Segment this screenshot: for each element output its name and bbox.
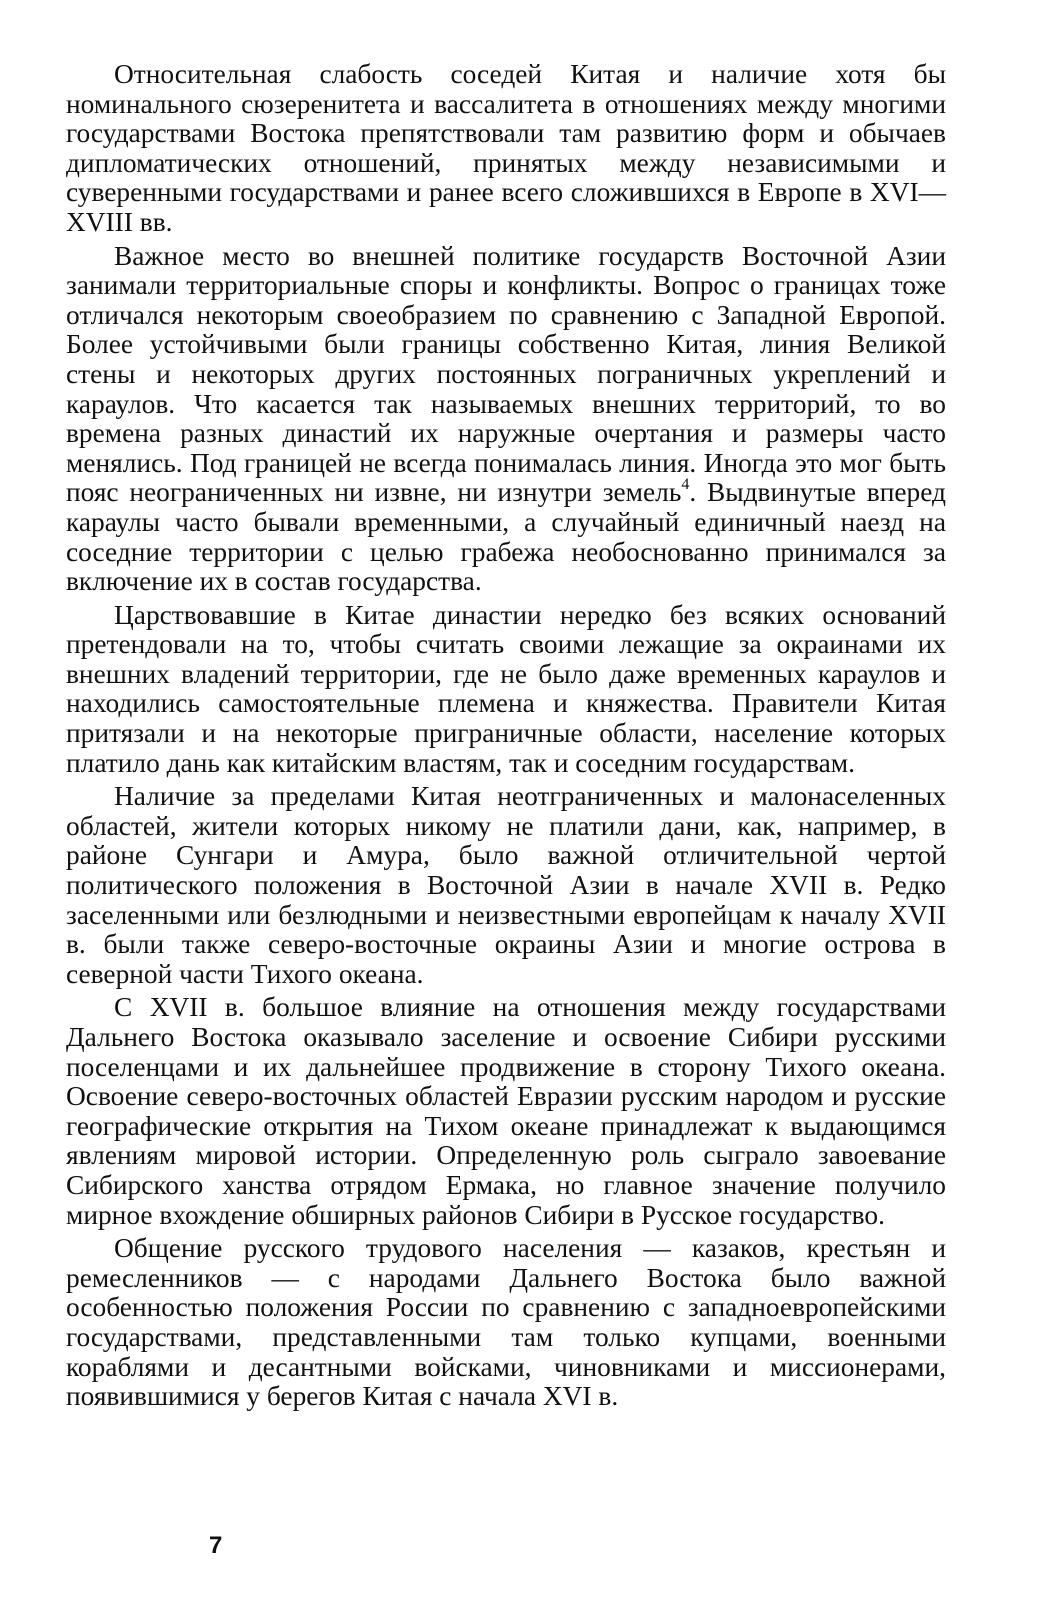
paragraph-3: Царствовавшие в Китае династии нередко без всяких оснований претендовали на то, чтобы считать своими лежащие за окраинами их внешних владений территории, где не было даже временных караулов и находились самостоятельные племена и княжества. Правители Китая притязали и на некоторые приграничные области, население которых платило дань как китайским властям, так и соседним государствам. <box>66 599 946 778</box>
paragraph-6: Общение русского трудового населения — казаков, крестьян и ремесленников — с народами Дальнего Востока было важной особенностью положения России по сравнению с западноевропейскими государствами, представленными там только купцами, военными кораблями и десантными войсками, чиновниками и миссионерами, появившимися у берегов Китая с начала XVI в. <box>66 1233 946 1412</box>
paragraph-5: С XVII в. большое влияние на отношения между государствами Дальнего Востока оказывало заселение и освоение Сибири русскими поселенцами и их дальнейшее продвижение в сторону Тихого океана. Освоение северо-восточных областей Евразии русским народом и русские географические открытия на Тихом океане принадлежат к выдающимся явлениям мировой истории. Определенную роль сыграло завоевание Сибирского ханства отрядом Ермака, но главное значение получило мирное вхождение обширных районов Сибири в Русское государство. <box>66 992 946 1230</box>
paragraph-1: Относительная слабость соседей Китая и наличие хотя бы номинального сюзеренитета и вассалитета в отношениях между многими государствами Востока препятствовали там развитию форм и обычаев дипломатических отношений, принятых между независимыми и суверенными государствами и ранее всего сложившихся в Европе в XVI—XVIII вв. <box>66 59 946 237</box>
footnote-marker[interactable]: 4 <box>681 476 690 494</box>
page-number: 7 <box>209 1532 223 1559</box>
paragraph-4: Наличие за пределами Китая неотграниченных и малонаселенных областей, жители которых никому не платили дани, как, например, в районе Сунгари и Амура, было важной отличительной чертой политического положения в Восточной Азии в начале XVII в. Редко заселенными или безлюдными и неизвестными европейцам к началу XVII в. были также северо-восточные окраины Азии и многие острова в северной части Тихого океана. <box>66 781 946 989</box>
paragraph-2 <box>66 242 946 597</box>
paragraph-2-text-before: Важное место во внешней политике государств Восточной Азии занимали территориальные споры и конфликты. Вопрос о границах тоже отличался некоторым своеобразием по сравнению с Западной Европой. Более устойчивыми были границы собственно Китая, линия Великой стены и некоторых других постоянных пограничных укреплений и караулов. Что касается так называемых внешних территорий, то во времена разных династий их наружные очертания и размеры часто менялись. Под границей не всегда понималась линия. Иногда это мог быть пояс неограниченных ни извне, ни изнутри земель <box>66 240 946 508</box>
paragraph-2-text-after: . Выдвинутые вперед караулы часто бывали временными, а случайный единичный наезд на соседние территории с целью грабежа необоснованно принимался за включение их в состав государства. <box>66 477 946 597</box>
page-body <box>66 60 946 1412</box>
